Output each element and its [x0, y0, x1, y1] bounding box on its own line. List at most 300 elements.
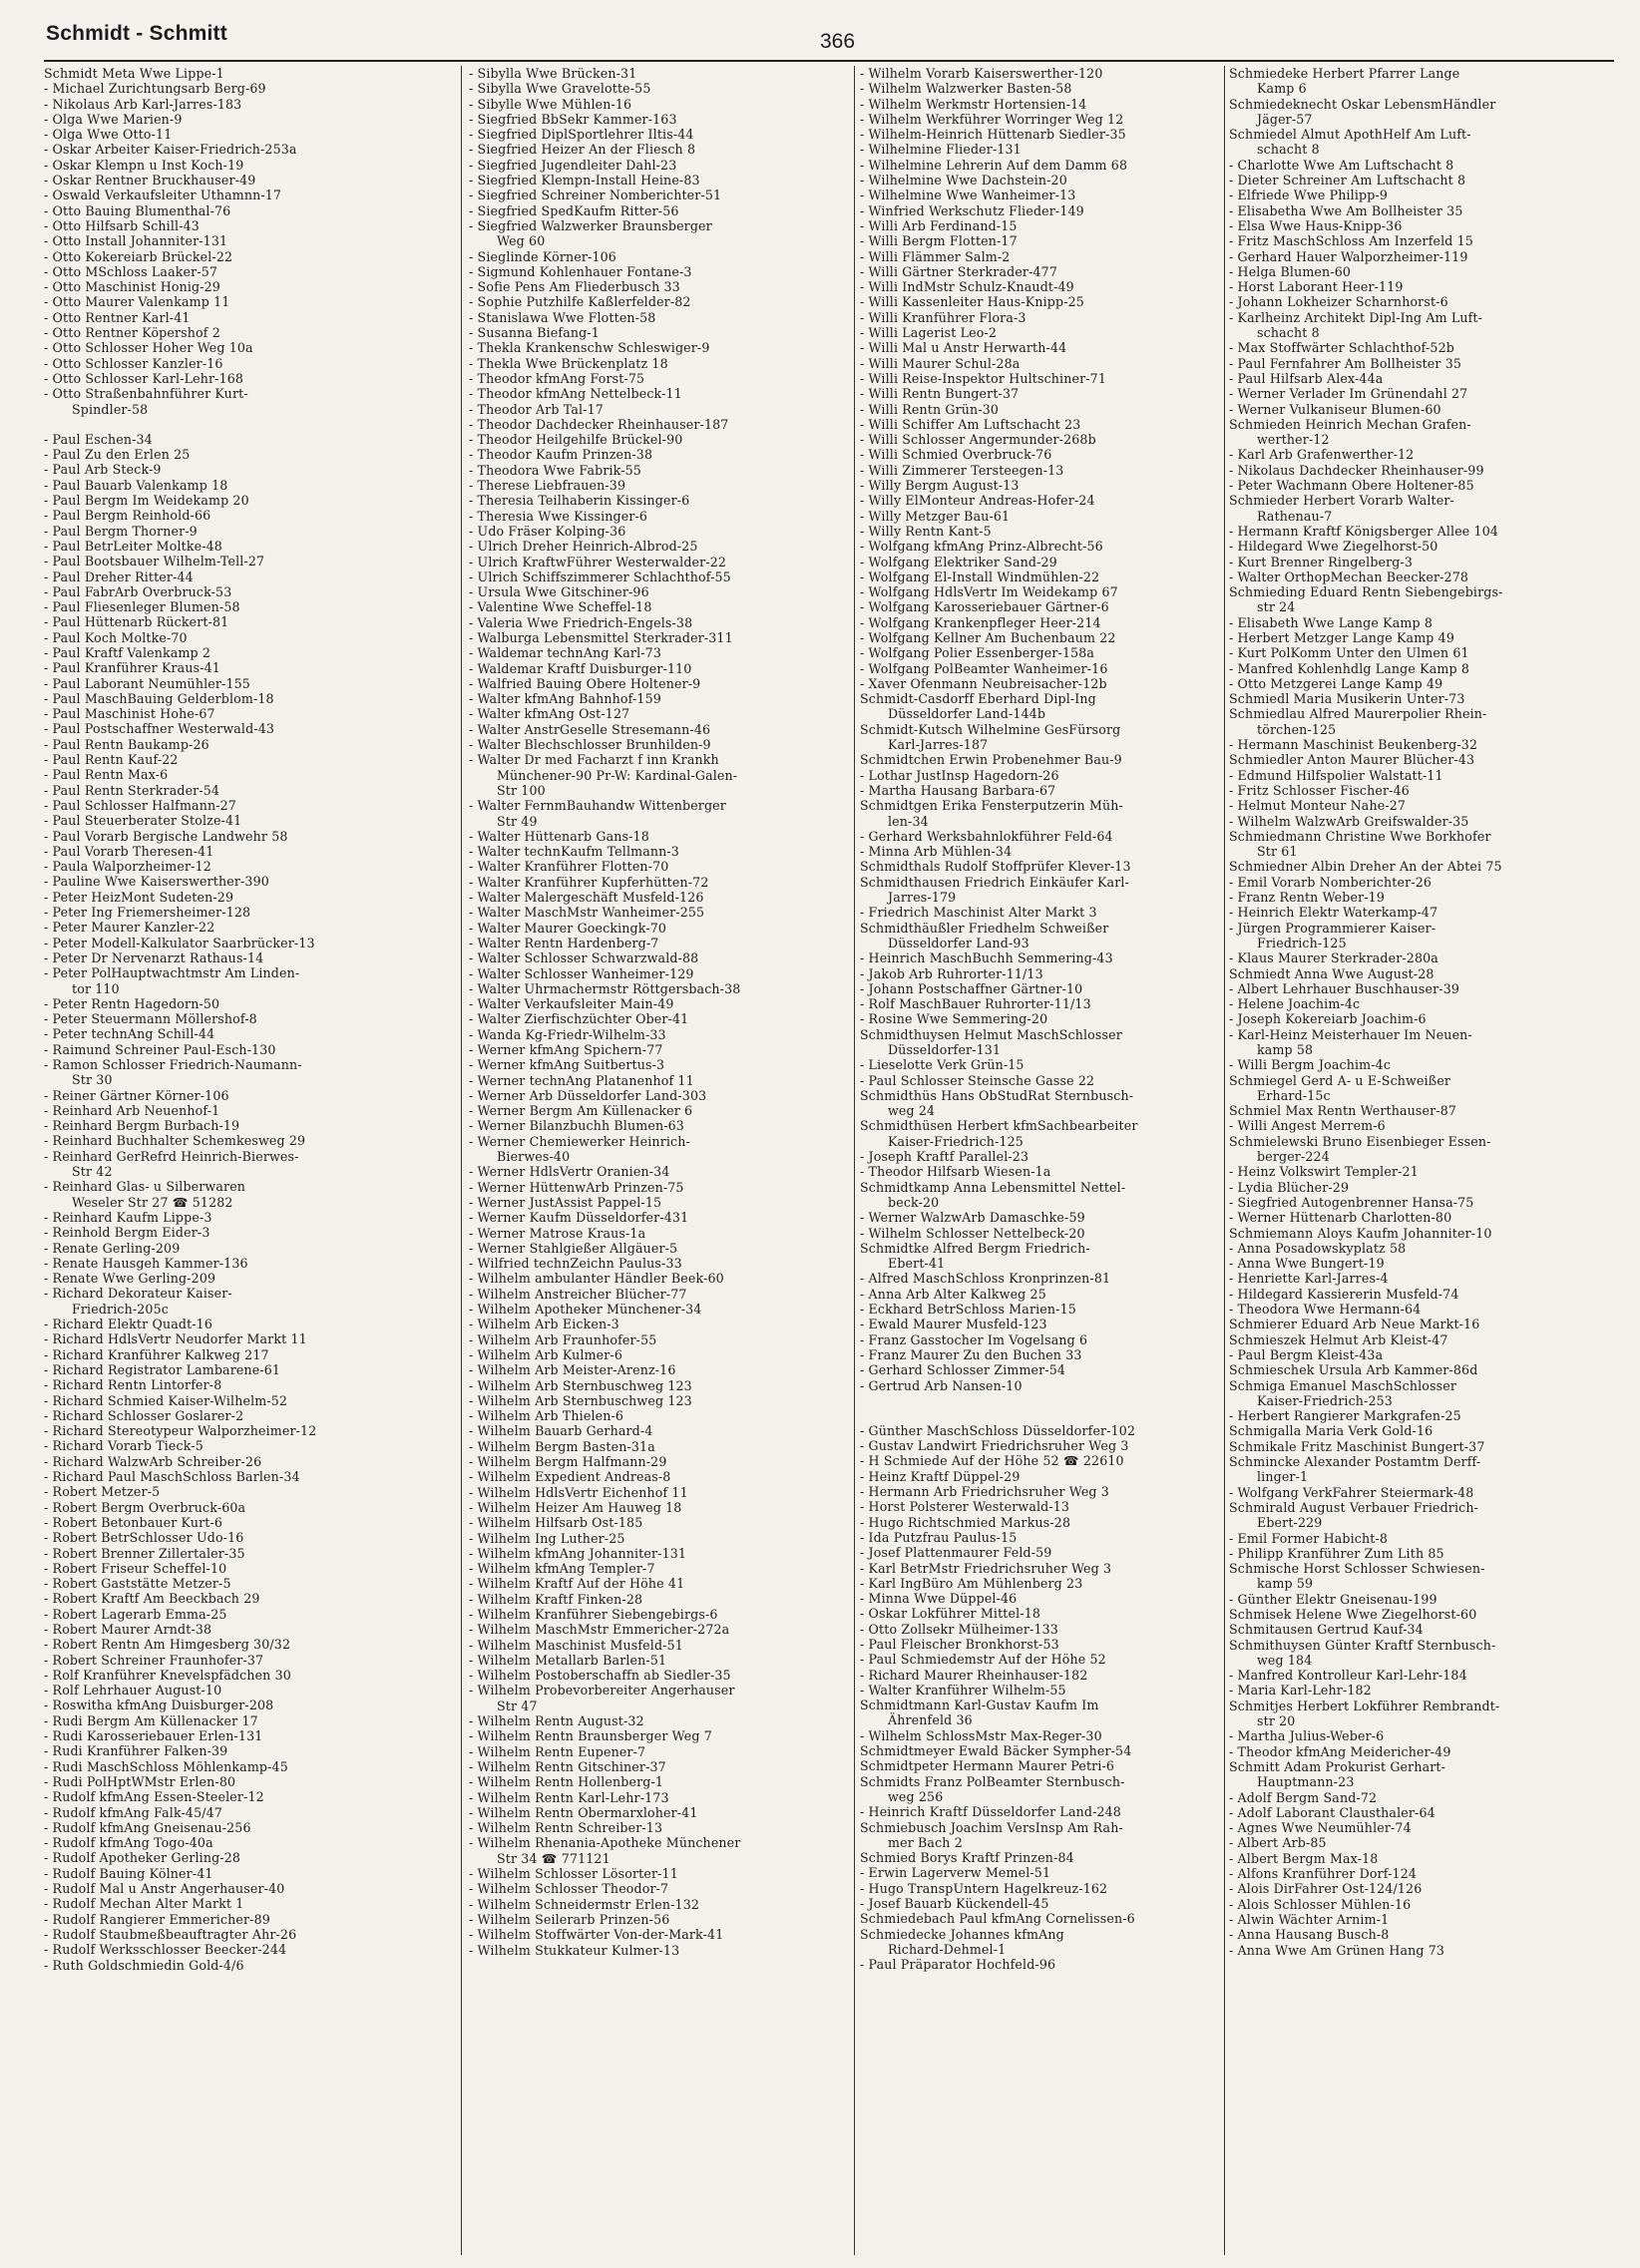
directory-entry: - Wilhelm Schlosser Nettelbeck-20 — [860, 1225, 1085, 1241]
directory-entry: Schmidtkamp Anna Lebensmittel Nettel- — [860, 1179, 1126, 1195]
directory-entry: Schmieding Eduard Rentn Siebengebirgs- — [1229, 584, 1503, 600]
directory-entry: - Reinhard GerRefrd Heinrich-Bierwes- — [44, 1148, 299, 1164]
directory-entry: - Wolfgang Karosseriebauer Gärtner-6 — [860, 599, 1109, 615]
directory-entry: - Willi Angest Merrem-6 — [1229, 1118, 1386, 1134]
directory-entry: - Werner Hüttenarb Charlotten-80 — [1229, 1210, 1452, 1226]
directory-entry: - Theresia Wwe Kissinger-6 — [469, 508, 648, 524]
directory-entry: - Olga Wwe Otto-11 — [44, 127, 173, 143]
directory-entry: - Hermann Kraftf Königsberger Allee 104 — [1229, 523, 1499, 539]
directory-entry-continuation: Düsseldorfer Land-93 — [888, 935, 1029, 950]
directory-entry: Schmische Horst Schlosser Schwiesen- — [1229, 1561, 1485, 1577]
directory-entry: - Siegfried BbSekr Kammer-163 — [469, 111, 677, 127]
directory-entry: - Johann Postschaffner Gärtner-10 — [860, 980, 1083, 996]
directory-entry: - Rolf Kranführer Knevelspfädchen 30 — [44, 1667, 291, 1683]
entry-spacer — [860, 1408, 1223, 1423]
directory-entry: - Anna Arb Alter Kalkweg 25 — [860, 1286, 1046, 1302]
directory-entry: - Renate Hausgeh Kammer-136 — [44, 1255, 248, 1271]
directory-entry: Schmiedlau Alfred Maurerpolier Rhein- — [1229, 706, 1487, 722]
directory-entry: - Elfriede Wwe Philipp-9 — [1229, 188, 1388, 203]
directory-entry: - Franz Rentn Weber-19 — [1229, 890, 1385, 906]
directory-entry: - Paul Vorarb Bergische Landwehr 58 — [44, 828, 288, 844]
directory-entry: - Wilhelm kfmAng Johanniter-131 — [469, 1545, 687, 1561]
directory-entry: - Gerhard Schlosser Zimmer-54 — [860, 1362, 1066, 1378]
directory-entry: - Werner HdlsVertr Oranien-34 — [469, 1164, 670, 1180]
directory-entry: - Paul Rentn Baukamp-26 — [44, 736, 209, 752]
directory-entry: - Willy ElMonteur Andreas-Hofer-24 — [860, 493, 1095, 509]
directory-entry: - Richard WalzwArb Schreiber-26 — [44, 1453, 262, 1469]
directory-entry: - Reinhard Bergm Burbach-19 — [44, 1118, 240, 1134]
directory-entry: - Helga Blumen-60 — [1229, 263, 1352, 279]
directory-entry: - Werner kfmAng Spichern-77 — [469, 1042, 663, 1057]
directory-entry: - Willi Rentn Grün-30 — [860, 401, 1000, 417]
directory-entry: - Joseph Kraftf Parallel-23 — [860, 1149, 1029, 1165]
directory-entry-continuation: str 24 — [1257, 599, 1296, 615]
directory-entry: - Karlheinz Architekt Dipl-Ing Am Luft- — [1229, 309, 1483, 325]
directory-entry: - Wilhelm Kraftf Finken-28 — [469, 1591, 643, 1607]
directory-entry: - Willi Schlosser Angermunder-268b — [860, 432, 1096, 448]
directory-entry: Schmisek Helene Wwe Ziegelhorst-60 — [1229, 1606, 1477, 1622]
directory-entry-continuation: Düsseldorfer-131 — [888, 1042, 1002, 1057]
directory-entry: - Herbert Metzger Lange Kamp 49 — [1229, 629, 1454, 645]
directory-entry: - Siegfried DiplSportlehrer Iltis-44 — [469, 127, 694, 143]
directory-entry-continuation: Düsseldorfer Land-144b — [888, 706, 1046, 722]
directory-entry-continuation: Ebert-41 — [888, 1256, 946, 1272]
directory-entry: - Willi Bergm Flotten-17 — [860, 233, 1018, 249]
directory-entry: - Adolf Laborant Clausthaler-64 — [1229, 1804, 1435, 1820]
directory-entry-continuation: Str 47 — [497, 1698, 538, 1713]
directory-entry: - Theodor kfmAng Meidericher-49 — [1229, 1743, 1451, 1759]
directory-entry: - Robert Metzer-5 — [44, 1484, 161, 1500]
directory-entry: - Richard Schlosser Goslarer-2 — [44, 1407, 244, 1423]
directory-entry: - Valeria Wwe Friedrich-Engels-38 — [469, 614, 693, 630]
directory-entry: - Werner Verlader Im Grünendahl 27 — [1229, 386, 1468, 402]
directory-entry: - Otto Straßenbahnführer Kurt- — [44, 386, 248, 402]
directory-entry: Schmitjes Herbert Lokführer Rembrandt- — [1229, 1698, 1500, 1713]
directory-entry: - Peter Maurer Kanzler-22 — [44, 920, 215, 936]
directory-entry: - Theodor Heilgehilfe Brückel-90 — [469, 432, 683, 448]
directory-entry: - Gerhard Werksbahnlokführer Feld-64 — [860, 828, 1113, 844]
directory-entry: - Willi IndMstr Schulz-Knaudt-49 — [860, 279, 1074, 295]
directory-entry: - Fritz MaschSchloss Am Inzerfeld 15 — [1229, 233, 1473, 249]
directory-entry: - Willi Lagerist Leo-2 — [860, 325, 998, 341]
directory-entry: Schmithuysen Günter Kraftf Sternbusch- — [1229, 1637, 1496, 1653]
directory-entry: Schmidtgen Erika Fensterputzerin Müh- — [860, 798, 1123, 814]
directory-entry: - Willi Gärtner Sterkrader-477 — [860, 263, 1057, 279]
column-divider — [1224, 66, 1225, 2255]
directory-entry: - Wilhelm Arb Kulmer-6 — [469, 1346, 623, 1362]
directory-entry: Schmieszek Helmut Arb Kleist-47 — [1229, 1331, 1448, 1347]
directory-entry: - Anna Posadowskyplatz 58 — [1229, 1240, 1407, 1256]
directory-entry: - Robert Kraftf Am Beeckbach 29 — [44, 1591, 260, 1607]
directory-entry: - Heinrich Elektr Waterkamp-47 — [1229, 905, 1438, 921]
directory-entry: - Willi Rentn Bungert-37 — [860, 386, 1020, 402]
directory-entry: - Richard Paul MaschSchloss Barlen-34 — [44, 1469, 300, 1485]
directory-entry: - Robert Bergm Overbruck-60a — [44, 1499, 246, 1515]
directory-entry: - Wolfgang Kellner Am Buchenbaum 22 — [860, 629, 1116, 645]
directory-entry: - Paul Bauarb Valenkamp 18 — [44, 477, 228, 493]
directory-entry-continuation: Hauptmann-23 — [1257, 1774, 1355, 1790]
directory-entry: - Richard Stereotypeur Walporzheimer-12 — [44, 1423, 317, 1439]
directory-entry: - Richard Vorarb Tieck-5 — [44, 1438, 204, 1454]
directory-entry: Schmieden Heinrich Mechan Grafen- — [1229, 416, 1471, 432]
directory-entry: - Paul Schlosser Steinsche Gasse 22 — [860, 1072, 1095, 1088]
directory-entry: - Rudolf kfmAng Essen-Steeler-12 — [44, 1789, 264, 1805]
directory-entry: Schmiedler Anton Maurer Blücher-43 — [1229, 752, 1475, 768]
directory-entry: - Minna Wwe Düppel-46 — [860, 1591, 1018, 1607]
directory-entry: - Reiner Gärtner Körner-106 — [44, 1087, 229, 1103]
directory-entry: - Peter Rentn Hagedorn-50 — [44, 995, 220, 1011]
directory-entry: - Wilhelm Schlosser Lösorter-11 — [469, 1866, 678, 1882]
directory-entry: - Wolfgang HdlsVertr Im Weidekamp 67 — [860, 584, 1118, 600]
directory-entry-continuation: Rathenau-7 — [1257, 508, 1333, 524]
directory-entry: - Wilhelm Rentn Karl-Lehr-173 — [469, 1789, 669, 1805]
directory-entry: - Paul Steuerberater Stolze-41 — [44, 813, 242, 829]
directory-entry: - Wilfried technZeichn Paulus-33 — [469, 1256, 682, 1272]
directory-entry: - Max Stoffwärter Schlachthof-52b — [1229, 340, 1454, 356]
directory-entry: - Wilhelm Metallarb Barlen-51 — [469, 1652, 667, 1668]
directory-entry: - Wilhelm Rentn Gitschiner-37 — [469, 1758, 666, 1774]
directory-entry: - Stanislawa Wwe Flotten-58 — [469, 309, 656, 325]
directory-entry: - Wilhelm Rhenania-Apotheke Münchener — [469, 1835, 741, 1851]
directory-entry: - Franz Gasstocher Im Vogelsang 6 — [860, 1331, 1088, 1347]
directory-entry: - Gustav Landwirt Friedrichsruher Weg 3 — [860, 1438, 1129, 1454]
directory-entry: - Willi Maurer Schul-28a — [860, 355, 1021, 371]
directory-entry: - Xaver Ofenmann Neubreisacher-12b — [860, 675, 1107, 691]
directory-entry: Schmielewski Bruno Eisenbieger Essen- — [1229, 1133, 1491, 1149]
directory-entry: - Winfried Werkschutz Flieder-149 — [860, 202, 1084, 218]
directory-entry: - Otto Zollsekr Mülheimer-133 — [860, 1621, 1058, 1637]
directory-entry: - Willi Bergm Joachim-4c — [1229, 1057, 1392, 1073]
directory-entry: - Wanda Kg-Friedr-Wilhelm-33 — [469, 1026, 666, 1042]
directory-entry: - Richard Registrator Lambarene-61 — [44, 1361, 281, 1377]
directory-entry: - Rolf Lehrhauer August-10 — [44, 1683, 222, 1699]
directory-entry: - Paul Arb Steck-9 — [44, 462, 162, 478]
directory-entry: - Rudolf Werksschlosser Beecker-244 — [44, 1942, 287, 1958]
directory-entry: - Walter Maurer Goeckingk-70 — [469, 920, 667, 936]
directory-entry-continuation: str 20 — [1257, 1713, 1296, 1729]
directory-entry: - Jakob Arb Ruhrorter-11/13 — [860, 965, 1043, 981]
directory-entry: - Robert Rentn Am Himgesberg 30/32 — [44, 1637, 291, 1653]
directory-entry: - Wilhelm Rentn Hollenberg-1 — [469, 1774, 664, 1790]
directory-entry: - Wilhelm Walzwerker Basten-58 — [860, 81, 1072, 97]
directory-entry: Schmiemann Aloys Kaufm Johanniter-10 — [1229, 1225, 1492, 1241]
directory-entry: - Wilhelm Stoffwärter Von-der-Mark-41 — [469, 1927, 724, 1943]
directory-entry: - Ewald Maurer Musfeld-123 — [860, 1317, 1047, 1332]
column-divider — [854, 66, 855, 2255]
directory-entry: - Walter Verkaufsleiter Main-49 — [469, 996, 674, 1012]
directory-entry: - Peter technAng Schill-44 — [44, 1026, 215, 1042]
directory-entry: - Wilhelm Rentn Schreiber-13 — [469, 1820, 663, 1836]
directory-entry: - Roswitha kfmAng Duisburger-208 — [44, 1698, 274, 1713]
directory-entry: - Heinz Kraftf Düppel-29 — [860, 1468, 1021, 1484]
directory-entry-continuation: törchen-125 — [1257, 721, 1337, 737]
directory-entry: - Waldemar technAng Karl-73 — [469, 645, 661, 661]
directory-entry: - Wilhelm Arb Meister-Arenz-16 — [469, 1362, 676, 1378]
directory-entry: Schmigalla Maria Verk Gold-16 — [1229, 1423, 1434, 1439]
directory-entry: - Wilhelmine Flieder-131 — [860, 142, 1022, 158]
directory-entry: Schmiedel Almut ApothHelf Am Luft- — [1229, 127, 1471, 143]
directory-entry: - Walter MaschMstr Wanheimer-255 — [469, 905, 705, 921]
directory-entry: - Paul Bergm Kleist-43a — [1229, 1346, 1384, 1362]
directory-entry-continuation: Spindler-58 — [72, 401, 149, 417]
directory-entry: - Wilhelm WalzwArb Greifswalder-35 — [1229, 813, 1469, 829]
directory-entry-continuation: Friedrich-205c — [72, 1301, 169, 1317]
directory-entry: Schmidt Meta Wwe Lippe-1 — [44, 66, 224, 81]
directory-entry-continuation: weg 24 — [888, 1103, 936, 1119]
directory-entry: - Werner Bergm Am Küllenacker 6 — [469, 1103, 693, 1119]
directory-entry: Schmincke Alexander Postamtm Derff- — [1229, 1454, 1481, 1470]
directory-entry: - Anna Wwe Bungert-19 — [1229, 1256, 1385, 1272]
directory-entry: - Richard Elektr Quadt-16 — [44, 1317, 213, 1332]
directory-entry: - H Schmiede Auf der Höhe 52 ☎ 22610 — [860, 1453, 1124, 1469]
directory-entry: - Wolfgang El-Install Windmühlen-22 — [860, 568, 1100, 584]
directory-entry: - Siegfried Klempn-Install Heine-83 — [469, 173, 700, 189]
directory-entry: - Walter Kranführer Flotten-70 — [469, 859, 669, 875]
directory-entry: - Anna Hausang Busch-8 — [1229, 1927, 1390, 1943]
directory-entry: - Wilhelm ambulanter Händler Beek-60 — [469, 1271, 724, 1287]
directory-entry: - Reinhold Bergm Eider-3 — [44, 1225, 210, 1241]
directory-entry: - Rudi Karosseriebauer Erlen-131 — [44, 1728, 263, 1744]
directory-entry: - Theodor Arb Tal-17 — [469, 401, 604, 417]
directory-entry: Schmiegel Gerd A- u E-Schweißer — [1229, 1072, 1451, 1088]
directory-entry: - Willi Mal u Anstr Herwarth-44 — [860, 340, 1067, 356]
directory-entry: - Gertrud Arb Nansen-10 — [860, 1377, 1023, 1393]
directory-entry: Schmidthuysen Helmut MaschSchlosser — [860, 1026, 1122, 1042]
entry-spacer — [860, 1393, 1223, 1408]
directory-entry: Schmidthals Rudolf Stoffprüfer Klever-13 — [860, 859, 1131, 875]
directory-entry: Schmiedebach Paul kfmAng Cornelissen-6 — [860, 1911, 1135, 1927]
directory-entry: - Gerhard Hauer Walporzheimer-119 — [1229, 248, 1468, 264]
directory-entry: - Wilhelm Probevorbereiter Angerhauser — [469, 1683, 735, 1699]
directory-entry: - Sophie Putzhilfe Kaßlerfelder-82 — [469, 294, 691, 310]
directory-entry-continuation: weg 256 — [888, 1788, 944, 1804]
directory-entry: Schmiel Max Rentn Werthauser-87 — [1229, 1103, 1457, 1119]
directory-entry: - Walter Schlosser Schwarzwald-88 — [469, 950, 699, 966]
directory-entry-continuation: Str 49 — [497, 813, 538, 829]
directory-entry: - Rudi Kranführer Falken-39 — [44, 1743, 228, 1759]
directory-entry: - Martha Hausang Barbara-67 — [860, 782, 1056, 798]
directory-entry: - Albert Bergm Max-18 — [1229, 1850, 1379, 1866]
directory-entry: - Wilhelm Rentn Eupener-7 — [469, 1743, 646, 1759]
directory-entry: - Werner HüttenwArb Prinzen-75 — [469, 1179, 684, 1195]
directory-entry: - Susanna Biefang-1 — [469, 325, 600, 341]
directory-entry: - Karl BetrMstr Friedrichsruher Weg 3 — [860, 1560, 1112, 1576]
directory-entry: - Heinrich MaschBuchh Semmering-43 — [860, 950, 1113, 966]
directory-entry: - Oswald Verkaufsleiter Uthamnn-17 — [44, 188, 282, 203]
directory-entry-continuation: Erhard-15c — [1257, 1087, 1331, 1103]
directory-entry: - Willi Reise-Inspektor Hultschiner-71 — [860, 370, 1106, 386]
directory-entry: - Wilhelmine Wwe Wanheimer-13 — [860, 188, 1076, 203]
directory-entry: Schmiedner Albin Dreher An der Abtei 75 — [1229, 859, 1502, 875]
directory-entry: - Robert Schreiner Fraunhofer-37 — [44, 1652, 264, 1668]
directory-entry: - Adolf Bergm Sand-72 — [1229, 1789, 1378, 1805]
directory-entry-continuation: Str 100 — [497, 782, 546, 798]
directory-entry: - Otto Bauing Blumenthal-76 — [44, 202, 231, 218]
directory-entry: - Karl-Heinz Meisterhauer Im Neuen- — [1229, 1026, 1472, 1042]
directory-entry: - Horst Polsterer Westerwald-13 — [860, 1499, 1070, 1515]
directory-entry: - Paul Rentn Max-6 — [44, 767, 169, 783]
directory-entry: - Rudolf kfmAng Falk-45/47 — [44, 1804, 222, 1820]
directory-entry: - Otto Metzgerei Lange Kamp 49 — [1229, 675, 1443, 691]
directory-entry: - Reinhard Arb Neuenhof-1 — [44, 1102, 220, 1118]
directory-entry: - Richard HdlsVertr Neudorfer Markt 11 — [44, 1331, 307, 1347]
directory-entry: - Heinrich Kraftf Düsseldorfer Land-248 — [860, 1804, 1121, 1820]
column-divider — [461, 66, 462, 2255]
directory-entry: - Wolfgang VerkFahrer Steiermark-48 — [1229, 1484, 1474, 1500]
directory-entry: - Willi Schiffer Am Luftschacht 23 — [860, 416, 1081, 432]
directory-entry: Schmiedmann Christine Wwe Borkhofer — [1229, 828, 1491, 844]
directory-entry: - Raimund Schreiner Paul-Esch-130 — [44, 1041, 276, 1057]
directory-entry: - Willy Rentn Kant-5 — [860, 523, 992, 539]
directory-entry: - Robert Friseur Scheffel-10 — [44, 1560, 227, 1576]
directory-entry: - Sigmund Kohlenhauer Fontane-3 — [469, 263, 692, 279]
directory-entry-continuation: Weseler Str 27 ☎ 51282 — [72, 1194, 233, 1210]
directory-entry: - Paul Bootsbauer Wilhelm-Tell-27 — [44, 554, 265, 569]
directory-entry: - Wilhelm kfmAng Templer-7 — [469, 1561, 655, 1577]
directory-entry: - Sofie Pens Am Fliederbusch 33 — [469, 279, 680, 295]
directory-entry: - Willi Zimmerer Tersteegen-13 — [860, 462, 1064, 478]
directory-entry-continuation: len-34 — [888, 813, 929, 829]
directory-entry: - Wilhelm Apotheker Münchener-34 — [469, 1302, 702, 1318]
directory-entry: - Willi Arb Ferdinand-15 — [860, 217, 1018, 233]
directory-entry: - Siegfried Jugendleiter Dahl-23 — [469, 157, 677, 173]
directory-entry: Schmidthüsen Herbert kfmSachbearbeiter — [860, 1118, 1138, 1134]
directory-entry: - Paul Laborant Neumühler-155 — [44, 675, 250, 691]
directory-entry: - Otto Schlosser Kanzler-16 — [44, 355, 223, 371]
directory-entry: - Wilhelm Seilerarb Prinzen-56 — [469, 1911, 670, 1927]
directory-entry: - Werner WalzwArb Damaschke-59 — [860, 1210, 1085, 1226]
directory-entry: - Rudolf kfmAng Togo-40a — [44, 1835, 213, 1851]
directory-entry: - Heinz Volkswirt Templer-21 — [1229, 1164, 1419, 1180]
directory-entry: - Paul Bergm Im Weidekamp 20 — [44, 493, 249, 509]
directory-entry: Schmidthäußler Friedhelm Schweißer — [860, 920, 1109, 936]
directory-entry: - Rudolf kfmAng Gneisenau-256 — [44, 1819, 251, 1835]
directory-entry: - Otto Schlosser Hoher Weg 10a — [44, 340, 253, 356]
directory-column-1 — [44, 66, 455, 2255]
directory-entry: - Peter Steuermann Möllershof-8 — [44, 1011, 257, 1027]
directory-entry: - Otto Hilfsarb Schill-43 — [44, 217, 200, 233]
directory-entry: - Helene Joachim-4c — [1229, 996, 1361, 1012]
directory-entry: - Wilhelm Arb Sternbuschweg 123 — [469, 1392, 692, 1408]
directory-entry: - Kurt Brenner Ringelberg-3 — [1229, 554, 1414, 569]
directory-entry: - Fritz Schlosser Fischer-46 — [1229, 782, 1410, 798]
directory-entry: - Josef Bauarb Kückendell-45 — [860, 1896, 1049, 1912]
directory-entry-continuation: Bierwes-40 — [497, 1149, 571, 1165]
directory-entry-continuation: Weg 60 — [497, 233, 546, 249]
directory-entry: - Wilhelm Hilfsarb Ost-185 — [469, 1515, 643, 1531]
directory-entry: - Ulrich Schiffszimmerer Schlachthof-55 — [469, 568, 731, 584]
directory-entry: - Paul Bergm Reinhold-66 — [44, 508, 211, 524]
directory-entry: - Wilhelmine Wwe Dachstein-20 — [860, 173, 1067, 189]
directory-entry: - Wilhelm Werkmstr Hortensien-14 — [860, 96, 1087, 112]
directory-entry: - Walter Blechschlosser Brunhilden-9 — [469, 737, 711, 753]
directory-entry: - Paul Eschen-34 — [44, 431, 153, 447]
directory-entry: - Ursula Wwe Gitschiner-96 — [469, 584, 649, 600]
directory-entry: - Günther Elektr Gneisenau-199 — [1229, 1591, 1437, 1607]
directory-entry: - Renate Gerling-209 — [44, 1240, 181, 1256]
directory-entry: - Rudolf Rangierer Emmericher-89 — [44, 1911, 270, 1927]
directory-entry: - Theodor kfmAng Forst-75 — [469, 370, 645, 386]
directory-entry: - Therese Liebfrauen-39 — [469, 478, 626, 494]
directory-entry: - Willy Bergm August-13 — [860, 478, 1020, 494]
directory-entry: - Peter HeizMont Sudeten-29 — [44, 889, 234, 905]
directory-entry: - Werner Kaufm Düsseldorfer-431 — [469, 1210, 689, 1226]
directory-entry: - Elsa Wwe Haus-Knipp-36 — [1229, 217, 1403, 233]
directory-entry: - Oskar Lokführer Mittel-18 — [860, 1606, 1041, 1622]
directory-entry: - Wilhelm Rentn Braunsberger Weg 7 — [469, 1728, 712, 1744]
directory-entry: - Wilhelm Heizer Am Hauweg 18 — [469, 1499, 682, 1515]
directory-entry: Schmiedl Maria Musikerin Unter-73 — [1229, 691, 1465, 707]
directory-entry: - Kurt PolKomm Unter den Ulmen 61 — [1229, 645, 1469, 661]
directory-entry: - Paul Dreher Ritter-44 — [44, 568, 194, 584]
directory-entry: - Willi Kranführer Flora-3 — [860, 309, 1026, 325]
directory-entry: - Paul Postschaffner Westerwald-43 — [44, 721, 275, 737]
directory-entry: - Josef Plattenmaurer Feld-59 — [860, 1545, 1052, 1561]
directory-entry: - Rudi MaschSchloss Möhlenkamp-45 — [44, 1758, 288, 1774]
directory-entry: - Paul Hüttenarb Rückert-81 — [44, 614, 229, 630]
directory-entry: - Michael Zurichtungsarb Berg-69 — [44, 81, 266, 97]
directory-entry: Schmirald August Verbauer Friedrich- — [1229, 1499, 1479, 1515]
directory-entry: - Paul BetrLeiter Moltke-48 — [44, 538, 222, 554]
directory-entry: - Paul Fernfahrer Am Bollheister 35 — [1229, 355, 1462, 371]
directory-entry: - Robert Betonbauer Kurt-6 — [44, 1514, 223, 1530]
directory-entry: - Sibylla Wwe Gravelotte-55 — [469, 81, 651, 97]
directory-entry: - Robert Lagerarb Emma-25 — [44, 1606, 227, 1622]
directory-entry: Schmieder Herbert Vorarb Walter- — [1229, 493, 1454, 509]
directory-entry: - Wilhelm SchlossMstr Max-Reger-30 — [860, 1727, 1102, 1743]
directory-entry: - Ida Putzfrau Paulus-15 — [860, 1529, 1018, 1545]
directory-entry: - Wilhelm Arb Fraunhofer-55 — [469, 1331, 657, 1347]
directory-entry: - Robert Gaststätte Metzer-5 — [44, 1576, 231, 1592]
directory-entry: - Siegfried SpedKaufm Ritter-56 — [469, 202, 679, 218]
directory-entry: - Werner Stahlgießer Allgäuer-5 — [469, 1240, 678, 1256]
directory-entry: - Wilhelm Rentn August-32 — [469, 1713, 644, 1729]
directory-entry: - Paul Maschinist Hohe-67 — [44, 706, 215, 722]
directory-entry: - Emil Vorarb Nomberichter-26 — [1229, 874, 1433, 890]
directory-entry: - Richard Rentn Lintorfer-8 — [44, 1377, 222, 1393]
directory-entry: Schmidthausen Friedrich Einkäufer Karl- — [860, 874, 1129, 890]
directory-entry: Schmidtchen Erwin Probenehmer Bau-9 — [860, 752, 1122, 768]
directory-entry-continuation: schacht 8 — [1257, 325, 1320, 341]
directory-entry: - Jürgen Programmierer Kaiser- — [1229, 920, 1436, 936]
directory-column-3 — [860, 66, 1223, 2255]
directory-entry: - Lothar JustInsp Hagedorn-26 — [860, 767, 1059, 783]
directory-entry: - Ramon Schlosser Friedrich-Naumann- — [44, 1057, 302, 1072]
directory-entry: - Wilhelm MaschMstr Emmericher-272a — [469, 1622, 730, 1638]
directory-entry: - Wilhelm Arb Thielen-6 — [469, 1408, 624, 1424]
directory-entry: - Wilhelm Vorarb Kaiserswerther-120 — [860, 66, 1103, 81]
directory-entry-continuation: Jäger-57 — [1257, 111, 1313, 127]
directory-entry: - Willi Flämmer Salm-2 — [860, 248, 1011, 264]
directory-column-2 — [469, 66, 852, 2255]
directory-entry: - Helmut Monteur Nahe-27 — [1229, 798, 1407, 814]
directory-entry: Schmidt-Casdorff Eberhard Dipl-Ing — [860, 691, 1096, 707]
directory-entry-continuation: weg 184 — [1257, 1652, 1313, 1668]
directory-entry: - Wilhelm Rentn Obermarxloher-41 — [469, 1804, 698, 1820]
directory-entry: - Theodor Dachdecker Rheinhauser-187 — [469, 416, 729, 432]
directory-entry: Schmiedeknecht Oskar LebensmHändler — [1229, 96, 1496, 112]
directory-entry: - Karl Arb Grafenwerther-12 — [1229, 447, 1415, 463]
directory-entry: Schmitausen Gertrud Kauf-34 — [1229, 1622, 1424, 1638]
directory-entry: - Willi Kassenleiter Haus-Knipp-25 — [860, 294, 1084, 310]
directory-entry: - Nikolaus Dachdecker Rheinhauser-99 — [1229, 462, 1484, 478]
directory-entry: - Rudolf Staubmeßbeauftragter Ahr-26 — [44, 1926, 297, 1942]
directory-entry-continuation: Münchener-90 Pr-W: Kardinal-Galen- — [497, 767, 738, 783]
directory-entry: - Alfred MaschSchloss Kronprinzen-81 — [860, 1271, 1111, 1287]
directory-entry: - Ulrich Dreher Heinrich-Albrod-25 — [469, 539, 698, 555]
directory-entry: - Rudolf Mal u Anstr Angerhauser-40 — [44, 1881, 285, 1897]
directory-entry: Schmidtke Alfred Bergm Friedrich- — [860, 1240, 1090, 1256]
